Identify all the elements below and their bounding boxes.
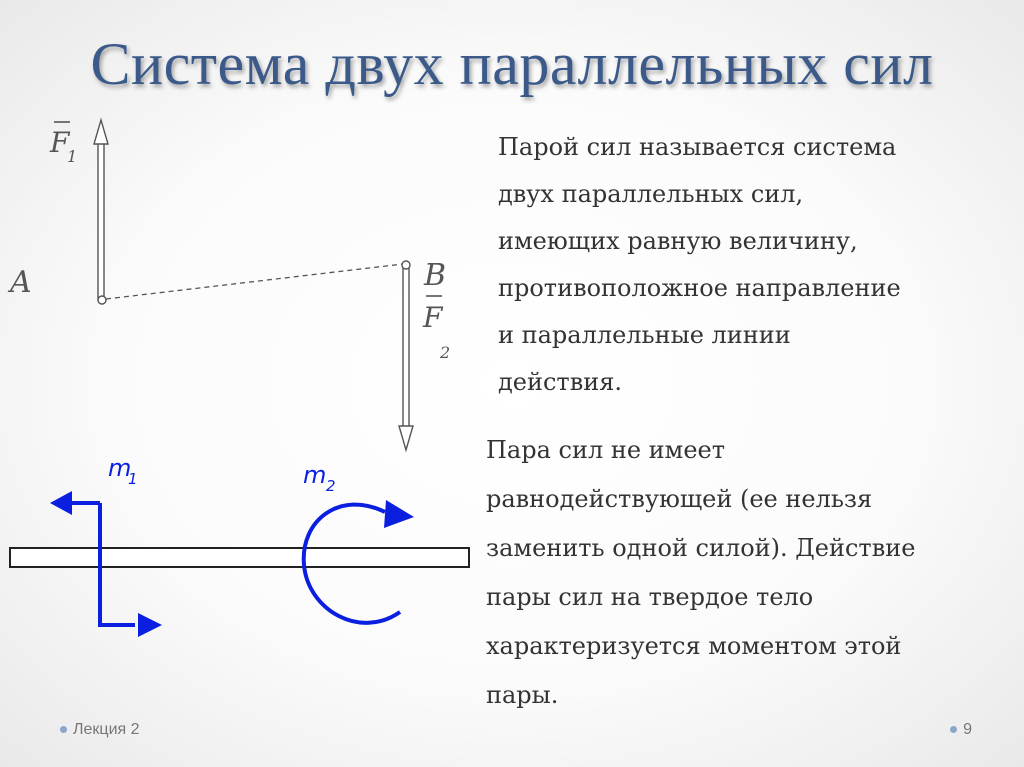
point-a-label: A	[10, 265, 32, 300]
moment-m1-arrowhead-right	[138, 613, 162, 637]
force-diagram	[0, 0, 480, 700]
moment-m2-subscript: 2	[326, 477, 336, 495]
moment-m1-symbol: m	[108, 454, 132, 482]
point-b-marker	[402, 261, 410, 269]
moment-m2-arrowhead	[384, 500, 414, 528]
paragraph-line: Пара сил не имеет	[486, 436, 726, 464]
paragraph-line: имеющих равную величину,	[498, 227, 858, 255]
paragraph-line: Парой сил называется система	[498, 133, 897, 161]
point-b-label: B	[424, 258, 447, 293]
force-f1-symbol: F	[50, 126, 70, 159]
page-number: 9	[963, 721, 972, 738]
force-f2-arrow	[399, 268, 413, 450]
point-a-marker	[98, 296, 106, 304]
paragraph-line: характеризуется моментом этой	[486, 632, 902, 660]
paragraph-line: заменить одной силой). Действие	[486, 534, 916, 562]
force-f1-arrow	[94, 120, 108, 300]
paragraph-line: пары сил на твердое тело	[486, 583, 814, 611]
bullet-dot-icon	[950, 726, 957, 733]
moment-m1-subscript: 1	[128, 470, 138, 488]
moment-m2-symbol: m	[303, 461, 327, 489]
force-f2-label	[422, 296, 450, 362]
paragraph-line: пары.	[486, 681, 559, 709]
bullet-dot-icon	[60, 726, 67, 733]
force-f2-subscript: 2	[440, 343, 451, 362]
paragraph-line: действия.	[498, 368, 622, 396]
force-f2-symbol: F	[423, 301, 443, 334]
paragraph-line: противоположное направление	[498, 274, 901, 302]
moment-m2-label	[303, 461, 336, 495]
rigid-body-beam	[10, 548, 469, 567]
paragraph-line: равнодействующей (ее нельзя	[486, 485, 873, 513]
moment-m1-label	[108, 454, 138, 488]
paragraph-line: двух параллельных сил,	[498, 180, 804, 208]
footer-lecture	[60, 721, 140, 739]
definition-paragraph	[498, 124, 1008, 406]
paragraph-line: и параллельные линии	[498, 321, 791, 349]
footer-lecture-label: Лекция 2	[73, 721, 140, 738]
force-f1-subscript: 1	[67, 147, 78, 166]
force-f1-label	[49, 122, 77, 166]
dashed-connector-line	[106, 264, 403, 299]
footer-page-number	[950, 721, 972, 739]
moment-paragraph	[486, 426, 1016, 720]
moment-m1-arrowhead-left	[50, 491, 72, 515]
slide-title: Система двух параллельных сил	[90, 31, 934, 97]
